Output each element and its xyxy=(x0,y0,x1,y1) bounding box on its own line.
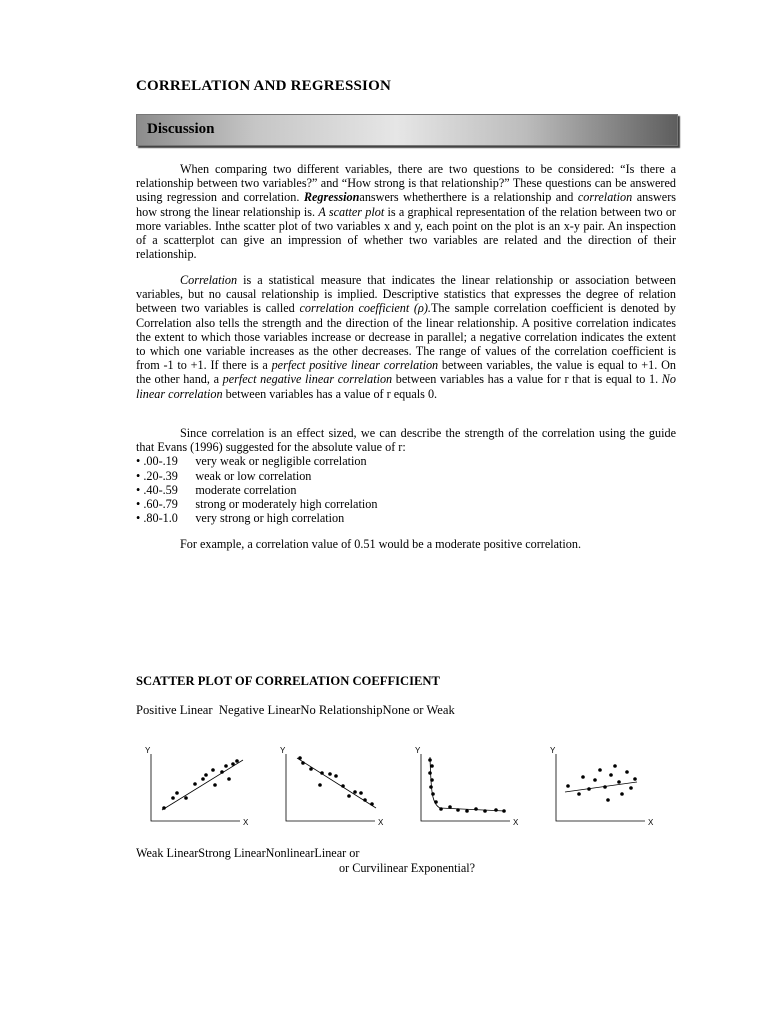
y-axis-label: Y xyxy=(145,746,151,755)
paragraph-correlation: Correlation is a statistical measure that indicates the linear relationship or association between variables, but no causal relationship is implied. Descriptive statistics that expresses the degree of relation between two variables is called correlation coefficient (ρ).The sample correlation coefficient is denoted by Correlation also tells the strength and the direction of the linear relationship. A positive correlation indicates the extent to which those variables increase or decrease in parallel; a negative correlation indicates the extent to which one variable increases as the other decreases. The range of values of the correlation coefficient is from -1 to +1. If there is a perfect positive linear correlation between variables, the value is equal to +1. On the other hand, a perfect negative linear correlation between variables has a value for r that is equal to 1. No linear correlation between variables has a value of r equals 0. xyxy=(136,273,677,401)
page-title: CORRELATION AND REGRESSION xyxy=(136,78,391,94)
strength-list xyxy=(136,454,676,525)
list-item: • .00-.19 very weak or negligible correlation xyxy=(136,454,367,469)
x-axis-label: X xyxy=(648,818,654,827)
list-item: • .40-.59 moderate correlation xyxy=(136,482,297,497)
paragraph-example: For example, a correlation value of 0.51 would be a moderate positive correlation. xyxy=(180,537,582,551)
scatter-plot-none-or-weak xyxy=(545,742,660,830)
x-axis-label: X xyxy=(513,818,519,827)
scatter-bottom-labels xyxy=(136,846,475,875)
scatter-plot-negative-linear xyxy=(275,742,390,830)
banner-label: Discussion xyxy=(147,121,215,137)
paragraph-intro: When comparing two different variables, there are two questions to be considered: “Is there a relationship between two variables?” and “How strong is that relationship?” These questions can be answered using regression and correlation. Regressionanswers whetherthere is a relationship and correlation answers how strong the linear relationship is. A scatter plot is a graphical representation of the relation between two or more variables. Inthe scatter plot of two variables x and y, each point on the plot is an x-y pair. An inspection of a scatterplot can give an impression of whether two variables are related and the direction of their relationship. xyxy=(136,162,676,262)
discussion-banner xyxy=(136,114,678,146)
x-axis-label: X xyxy=(243,818,249,827)
x-axis-label: X xyxy=(378,818,384,827)
list-item: • .80-1.0 very strong or high correlation xyxy=(136,511,345,526)
bottom-labels-line1: Weak LinearStrong LinearNonlinearLinear or xyxy=(136,846,360,860)
y-axis-label: Y xyxy=(415,746,421,755)
bottom-labels-line2: or Curvilinear Exponential? xyxy=(339,860,476,875)
list-item: • .20-.39 weak or low correlation xyxy=(136,468,312,483)
scatter-plot-positive-linear xyxy=(140,742,255,830)
y-axis-label: Y xyxy=(550,746,556,755)
paragraph-strength-guide: Since correlation is an effect sized, we can describe the strength of the correlation using the guide that Evans (1996) suggested for the absolute value of r: • .00-.19 very weak or negligible correlation • .20-.39 weak or low correlation • .40-.59 moderate correlation • .60-.79 strong or moderately high correlation • .80-1.0 very strong or high correlation xyxy=(136,426,676,526)
list-item: • .60-.79 strong or moderately high correlation xyxy=(136,497,378,512)
scatter-top-labels: Positive Linear Negative LinearNo RelationshipNone or Weak xyxy=(136,703,455,717)
scatter-plot-nonlinear xyxy=(410,742,525,830)
scatter-section-title: SCATTER PLOT OF CORRELATION COEFFICIENT xyxy=(136,674,440,688)
y-axis-label: Y xyxy=(280,746,286,755)
